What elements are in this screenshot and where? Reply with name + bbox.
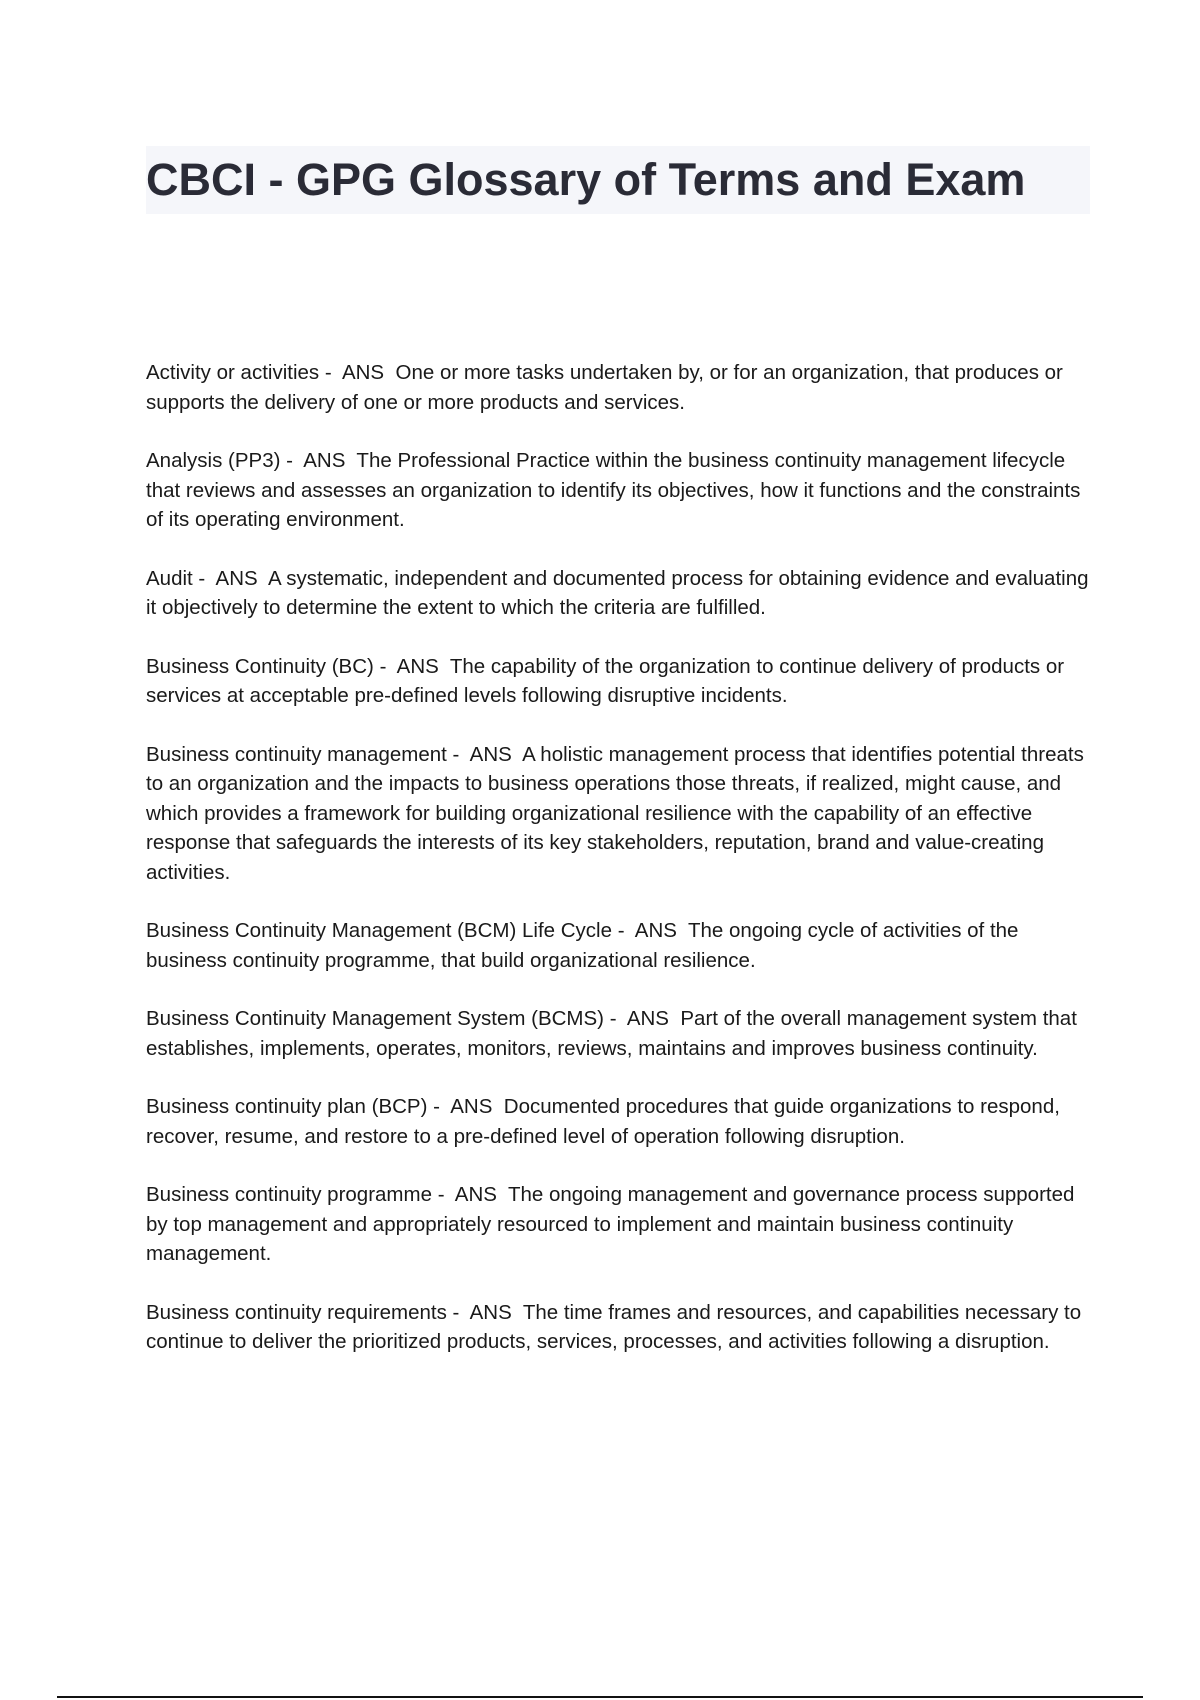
entry-term: Business Continuity Management (BCM) Life Cycle <box>146 919 612 942</box>
entry-term: Business Continuity (BC) <box>146 654 374 678</box>
entry-definition: The ongoing cycle of activities of the business continuity programme, that build organizational resilience. <box>146 919 1019 972</box>
entry-term: Analysis (PP3) <box>146 449 281 472</box>
entry-term: Business continuity programme <box>146 1183 432 1206</box>
entry-definition: One or more tasks undertaken by, or for an organization, that produces or supports the delivery of one or more products and services. <box>146 361 1063 414</box>
title-band <box>146 146 1090 214</box>
glossary-entry: Audit - ANS A systematic, independent and documented process for obtaining evidence and evaluating it objectively to determine the extent to which the criteria are fulfilled. <box>146 566 1089 619</box>
page-title: CBCI - GPG Glossary of Terms and Exam <box>146 154 1026 205</box>
entry-answer-marker: ANS <box>454 1183 497 1206</box>
entry-definition: A holistic management process that identifies potential threats to an organization and the impacts to business operations those threats, if realized, might cause, and which provides a framework for building organizational resilience with the capability of an effective response that safeguards the interests of its key stakeholders, reputation, brand and value-creating activities. <box>146 742 1084 884</box>
entry-term: Activity or activities <box>146 361 320 384</box>
glossary-entry: Business continuity programme - ANS The ongoing management and governance process supported by top management and appropriately resourced to implement and maintain business continuity management. <box>146 1183 1075 1265</box>
entry-answer-marker: ANS <box>303 449 346 472</box>
entry-answer-marker: ANS <box>469 1300 512 1324</box>
entry-answer-marker: ANS <box>396 654 439 678</box>
glossary-list <box>146 358 1096 1386</box>
entry-definition: Part of the overall management system that establishes, implements, operates, monitors, reviews, maintains and improves business continuity. <box>146 1007 1077 1060</box>
entry-term: Business continuity management <box>146 742 447 766</box>
glossary-entry: Business continuity requirements - ANS The time frames and resources, and capabilities necessary to continue to deliver the prioritized products, services, processes, and activities following a disruption. <box>146 1300 1082 1353</box>
entry-answer-marker: ANS <box>469 742 512 766</box>
footer-divider <box>57 1696 1143 1698</box>
entry-term: Business continuity plan (BCP) <box>146 1095 428 1118</box>
entry-term: Audit <box>146 566 193 590</box>
glossary-entry: Business Continuity (BC) - ANS The capability of the organization to continue delivery of products or services at acceptable pre-defined levels following disruptive incidents. <box>146 654 1065 707</box>
entry-definition: The Professional Practice within the business continuity management lifecycle that reviews and assesses an organization to identify its objectives, how it functions and the constraints of its operating environment. <box>146 449 1081 531</box>
entry-definition: A systematic, independent and documented process for obtaining evidence and evaluating it objectively to determine the extent to which the criteria are fulfilled. <box>146 566 1089 619</box>
entry-definition: The capability of the organization to continue delivery of products or services at acceptable pre-defined levels following disruptive incidents. <box>146 654 1065 707</box>
entry-answer-marker: ANS <box>215 566 258 590</box>
entry-definition: Documented procedures that guide organizations to respond, recover, resume, and restore to a pre-defined level of operation following disruption. <box>146 1095 1060 1148</box>
glossary-entry: Activity or activities - ANS One or more tasks undertaken by, or for an organization, that produces or supports the delivery of one or more products and services. <box>146 361 1063 414</box>
glossary-entry: Analysis (PP3) - ANS The Professional Practice within the business continuity management lifecycle that reviews and assesses an organization to identify its objectives, how it functions and the constraints of its operating environment. <box>146 449 1081 531</box>
glossary-entry: Business continuity plan (BCP) - ANS Documented procedures that guide organizations to respond, recover, resume, and restore to a pre-defined level of operation following disruption. <box>146 1095 1060 1148</box>
entry-term: Business continuity requirements <box>146 1300 447 1324</box>
entry-definition: The ongoing management and governance process supported by top management and appropriately resourced to implement and maintain business continuity management. <box>146 1183 1075 1265</box>
entry-definition: The time frames and resources, and capabilities necessary to continue to deliver the prioritized products, services, processes, and activities following a disruption. <box>146 1300 1082 1353</box>
entry-answer-marker: ANS <box>341 361 385 384</box>
entry-answer-marker: ANS <box>626 1007 669 1030</box>
glossary-entry: Business continuity management - ANS A holistic management process that identifies potential threats to an organization and the impacts to business operations those threats, if realized, might cause, and which provides a framework for building organizational resilience with the capability of an effective response that safeguards the interests of its key stakeholders, reputation, brand and value-creating activities. <box>146 742 1084 884</box>
entry-term: Business Continuity Management System (BCMS) <box>146 1007 605 1030</box>
glossary-entry: Business Continuity Management System (BCMS) - ANS Part of the overall management system that establishes, implements, operates, monitors, reviews, maintains and improves business continuity. <box>146 1007 1077 1060</box>
entry-answer-marker: ANS <box>450 1095 493 1118</box>
glossary-entry: Business Continuity Management (BCM) Life Cycle - ANS The ongoing cycle of activities of the business continuity programme, that build organizational resilience. <box>146 919 1019 972</box>
entry-answer-marker: ANS <box>634 919 677 942</box>
